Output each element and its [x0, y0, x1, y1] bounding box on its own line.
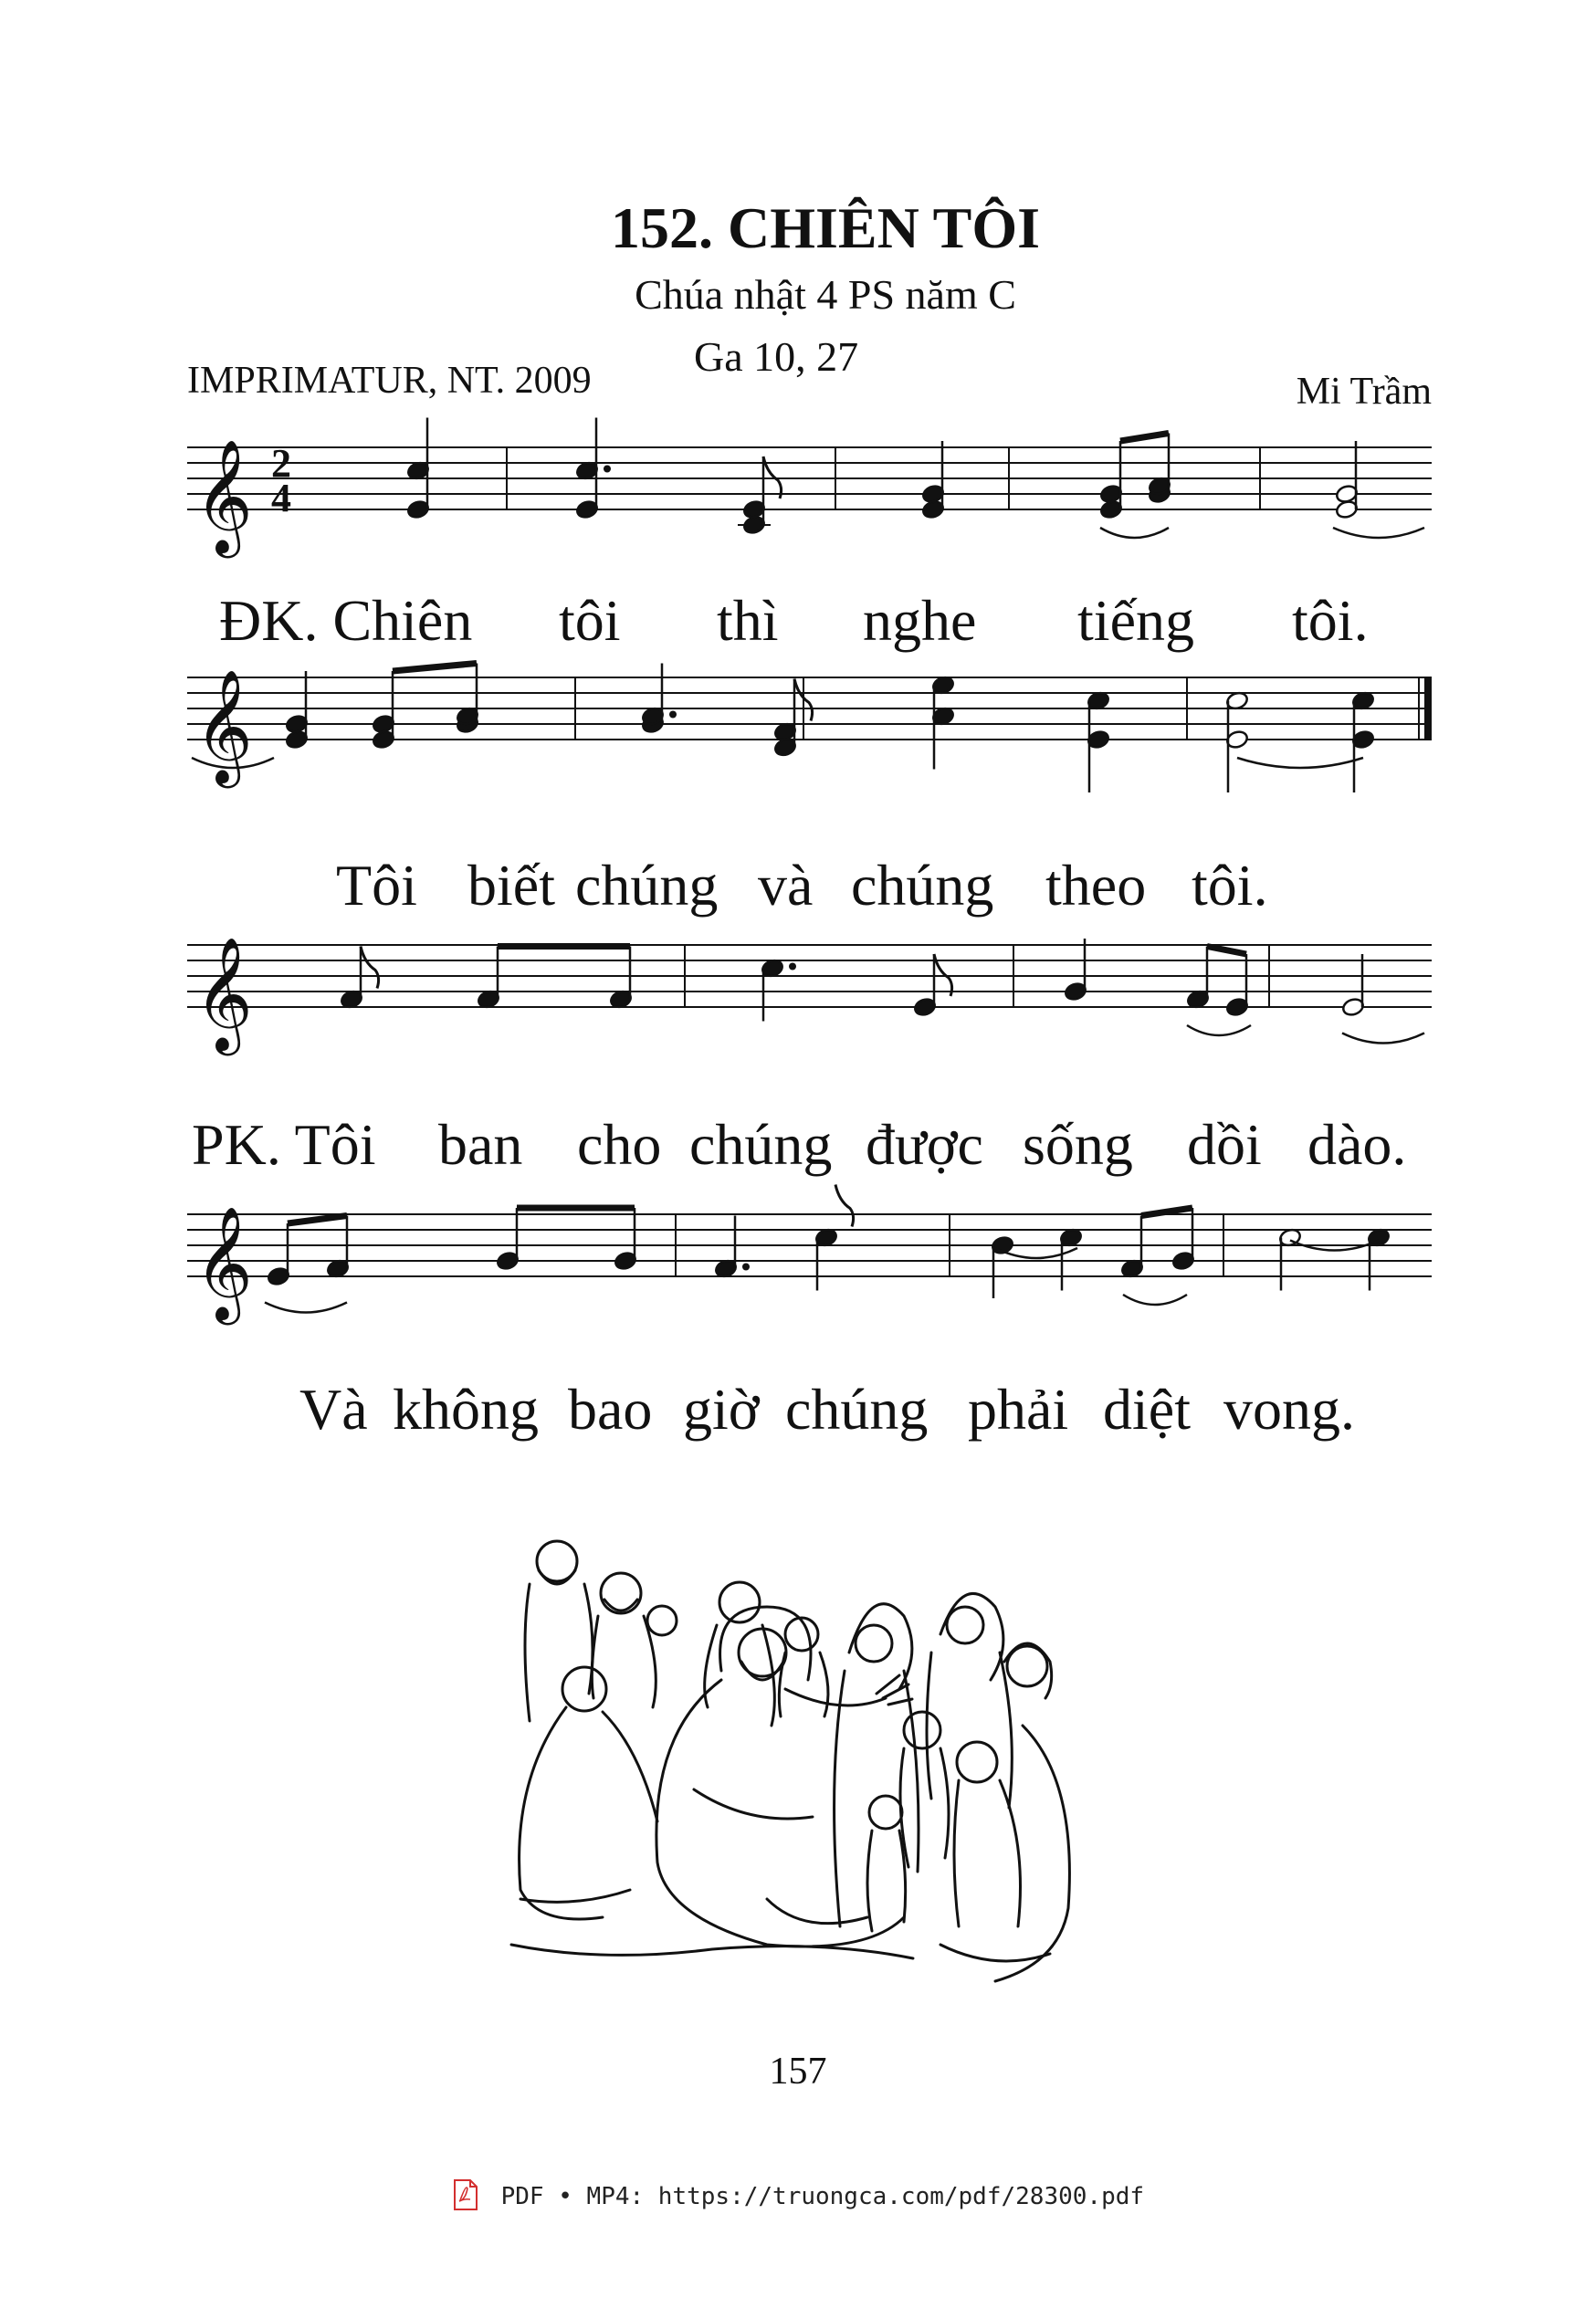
lyric-word: theo — [1045, 853, 1147, 918]
time-signature-bottom: 4 — [271, 476, 291, 520]
tie-slur — [265, 1303, 347, 1313]
lyric-word: biết — [467, 853, 555, 918]
beam — [1207, 947, 1246, 955]
lyric-word: diệt — [1103, 1377, 1191, 1442]
lyric-word: vong. — [1223, 1377, 1355, 1442]
lyric-word: phải — [968, 1377, 1069, 1442]
music-staff-3 — [0, 918, 1596, 1100]
final-bar-line — [1424, 677, 1432, 740]
page-number: 157 — [769, 2051, 827, 2093]
lyric-word: cho — [577, 1112, 662, 1177]
lyric-word: không — [393, 1377, 539, 1442]
lyric-word: ban — [438, 1112, 523, 1177]
lyric-word: tôi — [559, 588, 621, 653]
lyric-word: tiếng — [1077, 588, 1194, 653]
lyric-word: chúng — [851, 853, 994, 918]
lyric-word: tôi. — [1292, 588, 1369, 653]
treble-clef-icon: 𝄞 — [194, 1206, 253, 1320]
music-staff-4 — [0, 1187, 1596, 1369]
treble-clef-icon: 𝄞 — [194, 439, 253, 553]
beam — [1120, 434, 1169, 442]
tie-slur — [1237, 758, 1363, 768]
tie-slur — [1342, 1034, 1424, 1044]
note-dot — [789, 963, 796, 971]
beam — [393, 664, 477, 672]
tie-slur — [1187, 1025, 1251, 1035]
note-dot — [742, 1264, 750, 1271]
lyric-word: PK. Tôi — [192, 1112, 376, 1177]
lyric-word: ĐK. Chiên — [219, 588, 473, 653]
lyric-word: dồi — [1187, 1112, 1262, 1177]
lyric-word: tôi. — [1192, 853, 1268, 918]
lyric-word: chúng — [575, 853, 719, 918]
jesus-with-crowd-illustration — [511, 1516, 1077, 1990]
lyric-word: nghe — [863, 588, 977, 653]
lyric-word: thì — [717, 588, 779, 653]
music-staff-2 — [0, 650, 1596, 833]
lyric-word: chúng — [785, 1377, 929, 1442]
music-staff-1 — [0, 420, 1596, 603]
lyric-word: được — [866, 1112, 983, 1177]
song-title: 152. CHIÊN TÔI — [610, 195, 1041, 260]
lyric-word: Tôi — [336, 853, 417, 918]
tie-slur — [1123, 1295, 1187, 1305]
lyric-word: dào. — [1307, 1112, 1407, 1177]
treble-clef-icon: 𝄞 — [194, 937, 253, 1051]
lyric-word: Và — [299, 1377, 368, 1442]
lyric-line-4 — [0, 1377, 1596, 1453]
tie-slur — [1100, 528, 1169, 538]
footer-link[interactable] — [0, 2178, 1596, 2216]
note-dot — [604, 466, 611, 473]
scripture-reference: Ga 10, 27 — [694, 333, 859, 380]
lyric-word: chúng — [689, 1112, 833, 1177]
composer-name: Mi Trầm — [1296, 371, 1432, 413]
lyric-word: sống — [1023, 1112, 1133, 1177]
footer-text: PDF • MP4: https://truongca.com/pdf/28300.pdf — [500, 2183, 1145, 2210]
treble-clef-icon: 𝄞 — [194, 669, 253, 783]
song-subtitle: Chúa nhật 4 PS năm C — [635, 271, 1016, 318]
lyric-line-3 — [0, 1112, 1596, 1189]
time-signature-top: 2 — [271, 441, 291, 486]
note-dot — [669, 711, 677, 719]
lyric-word: giờ — [683, 1377, 760, 1442]
note-flag — [361, 947, 379, 989]
lyric-word: bao — [568, 1377, 653, 1442]
pdf-file-icon — [452, 2178, 479, 2216]
lyric-word: và — [758, 853, 814, 918]
note-flag — [835, 1185, 854, 1227]
imprimatur-note: IMPRIMATUR, NT. 2009 — [187, 360, 592, 402]
beam — [288, 1216, 347, 1224]
tie-slur — [1333, 528, 1424, 538]
